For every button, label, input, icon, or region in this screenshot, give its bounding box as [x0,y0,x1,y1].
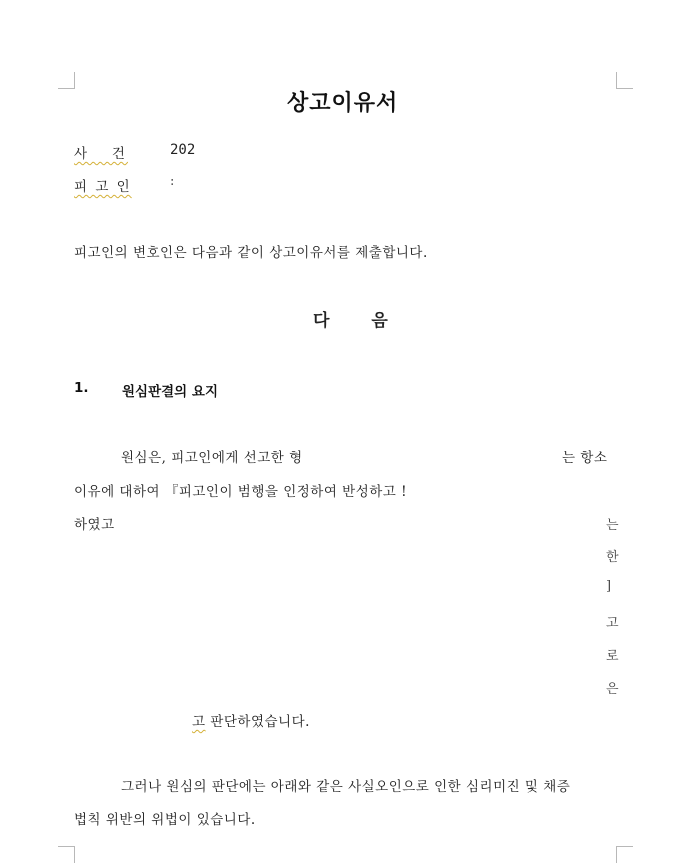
right-fragment-3: ] [606,579,612,594]
paragraph-1-line-2: 이유에 대하여 『피고인이 범행을 인정하여 반성하고 ! [74,484,408,500]
right-fragment-2: 한 [606,550,619,565]
paragraph-1-line-1: 원심은, 피고인에게 선고한 형 [121,450,303,466]
right-fragment-4: 고 [606,616,619,631]
paragraph-1-tail [192,710,310,730]
paragraph-2-line-2: 법칙 위반의 위법이 있습니다. [74,812,256,828]
right-fragment-1: 는 [606,518,619,533]
section-heading: 다 음 [313,311,406,331]
right-fragment-5: 로 [606,649,619,664]
intro-paragraph: 피고인의 변호인은 다음과 같이 상고이유서를 제출합니다. [74,245,428,261]
paragraph-1-tail-rest: 판단하였습니다. [205,714,310,730]
paragraph-2-line-1: 그러나 원심의 판단에는 아래와 같은 사실오인으로 인한 심리미진 및 채증 [121,779,571,795]
defendant-label: 피 고 인 [74,179,132,195]
paragraph-1-line-1-end: 는 항소 [562,450,608,466]
paragraph-1-line-3: 하였고 [74,517,115,533]
document-title: 상고이유서 [287,91,399,116]
section-1-title: 원심판결의 요지 [122,384,218,400]
crop-mark-top-right [616,72,633,89]
crop-mark-bottom-right [616,846,633,863]
crop-mark-bottom-left [58,846,75,863]
right-fragment-6: 은 [606,682,619,697]
case-label: 사 건 [74,146,128,162]
section-1-number: 1. [74,380,89,396]
defendant-value: : [170,174,175,189]
case-value: 202 [170,142,196,158]
crop-mark-top-left [58,72,75,89]
paragraph-1-tail-word: 고 [192,714,206,730]
